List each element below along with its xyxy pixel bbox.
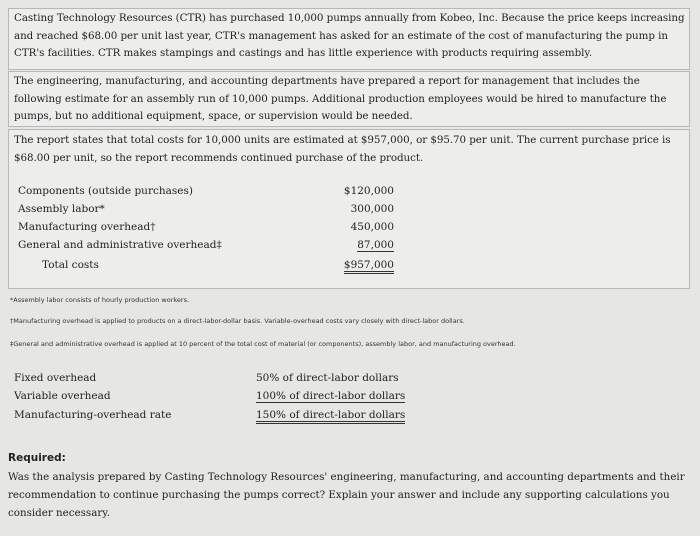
ga-overhead-amount: 87,000 [357,239,394,251]
variable-overhead-label: Variable overhead [14,390,111,402]
footnote-general-admin: ‡General and administrative overhead is applied at 10 percent of the total cost of material (or components), assembly labor, and manufacturing overhead. [10,340,516,348]
fixed-overhead-label: Fixed overhead [14,372,97,384]
overhead-rate-label: Manufacturing-overhead rate [14,409,172,421]
ga-overhead-label: General and administrative overhead‡ [18,239,222,251]
manufacturing-overhead-value: 450,000 [350,221,394,233]
intro-paragraph: Casting Technology Resources (CTR) has purchased 10,000 pumps annually from Kobeo, Inc. Because the price keeps increasing and reached $68.00 per unit last year, CTR's management has asked for an estimate of the cost of manufacturing the pump in CTR's facilities. CTR makes stampings and castings and has little experience with products requiring assembly. [14,12,685,59]
components-label: Components (outside purchases) [18,185,193,197]
fixed-overhead-value: 50% of direct-labor dollars [256,372,399,384]
components-value: $120,000 [343,185,394,197]
footnote-manufacturing: †Manufacturing overhead is applied to products on a direct-labor-dollar basis. Variable-overhead costs vary closely with direct-labor dollars. [10,317,465,325]
report-states-paragraph: The report states that total costs for 10,000 units are estimated at $957,000, or $95.70 per unit. The current purchase price is $68.00 per unit, so the report recommends continued purchase of the product. [14,134,671,164]
manufacturing-overhead-label: Manufacturing overhead† [18,221,156,233]
variable-overhead-value: 100% of direct-labor dollars [256,390,406,402]
assembly-labor-value: 300,000 [350,203,394,215]
ga-overhead-value [300,238,394,252]
required-heading: Required: [8,452,66,464]
overhead-rate-value: 150% of direct-labor dollars [256,409,405,424]
required-question: Was the analysis prepared by Casting Technology Resources' engineering, manufacturing, and accounting departments and their recommendation to continue purchasing the pumps correct? Explain your answer and include any supporting calculations you consider necessary. [8,471,685,519]
total-costs-value [300,258,394,272]
footnote-assembly: *Assembly labor consists of hourly production workers. [10,296,190,304]
assembly-labor-label: Assembly labor* [18,203,105,215]
total-costs-label: Total costs [42,259,99,271]
report-intro-paragraph: The engineering, manufacturing, and accounting departments have prepared a report for management that includes the following estimate for an assembly run of 10,000 pumps. Additional production employees would be hired to manufacture the pumps, but no additional equipment, space, or supervision would be needed. [14,75,667,122]
total-costs-amount: $957,000 [344,259,394,274]
